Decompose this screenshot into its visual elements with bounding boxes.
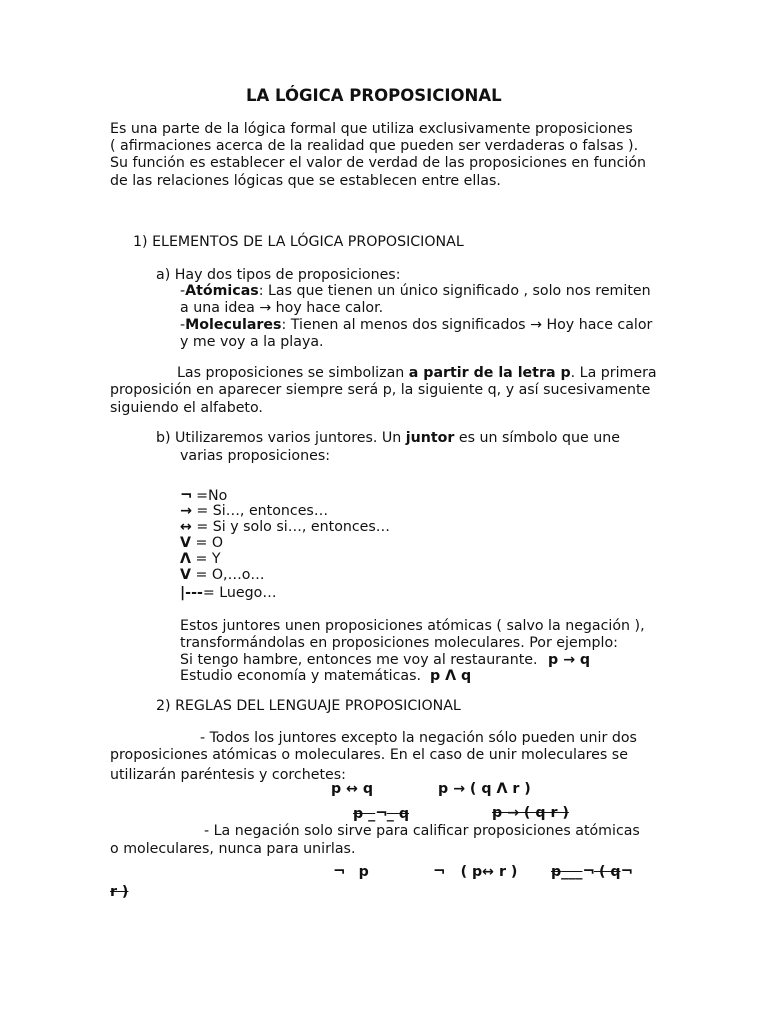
moleculares-definition: -Moleculares: Tienen al menos dos significados → Hoy hace calor [180, 317, 653, 333]
negation-example-2 [433, 863, 517, 881]
simbol-text: Las proposiciones se simbolizan [177, 365, 409, 381]
example-letter: p [353, 806, 364, 822]
juntor-or [180, 535, 223, 552]
disjunction-symbol: V [180, 535, 191, 551]
juntor-meaning: = Si…, entonces… [191, 503, 329, 519]
juntor-meaning: = Y [190, 551, 221, 567]
juntor-meaning: = Si y solo si…, entonces… [191, 519, 390, 535]
negation-symbol: ¬ [620, 862, 633, 880]
section-2-heading: 2) REGLAS DEL LENGUAJE PROPOSICIONAL [156, 698, 461, 714]
example-invalid-negation: p _¬_ q [353, 804, 409, 822]
conjunction-symbol: Λ [180, 551, 191, 567]
explain-line: Si tengo hambre, entonces me voy al restaurante. [180, 652, 538, 668]
juntor-meaning: = O,…o… [190, 567, 265, 583]
explain-line: Estudio economía y matemáticas. [180, 668, 422, 684]
item-b-line [156, 430, 620, 447]
formula-conjunction: p Λ q [430, 668, 472, 684]
item-b-text: b) Utilizaremos varios juntores. Un [156, 430, 406, 446]
juntor-iff [180, 519, 390, 536]
therefore-symbol: |--- [180, 585, 203, 601]
juntor-xor [180, 567, 265, 584]
negation-symbol: ¬ [375, 804, 387, 822]
juntor-implies [180, 503, 328, 520]
juntor-meaning: =No [191, 488, 228, 504]
simbol-bold: a partir de la letra p [408, 365, 571, 381]
juntor-meaning: = Luego… [202, 585, 277, 601]
rule-2-line: o moleculares, nunca para unirlas. [110, 841, 356, 857]
example-biconditional: p ↔ q [331, 781, 374, 797]
explain-line: Estos juntores unen proposiciones atómicas ( salvo la negación ), [180, 618, 645, 634]
formula-implication: p → q [548, 652, 591, 668]
juntor-therefore [180, 585, 277, 602]
intro-line: Su función es establecer el valor de verdad de las proposiciones en función [110, 155, 647, 171]
rule-1-line: proposiciones atómicas o moleculares. En el caso de unir moleculares se [110, 747, 628, 763]
negation-example-invalid-tail: r ) [110, 884, 129, 900]
example-letter: p [358, 864, 369, 880]
negation-symbol: ¬ [180, 486, 192, 504]
moleculares-line2: y me voy a la playa. [180, 334, 324, 350]
atomicas-definition: -Atómicas: Las que tienen un único significado , solo nos remiten [180, 283, 651, 299]
simbol-text: . La primera [570, 365, 657, 381]
page-title: LA LÓGICA PROPOSICIONAL [246, 86, 502, 105]
example-letter: p [551, 864, 562, 880]
juntor-meaning: = O [190, 535, 224, 551]
item-b-line2: varias proposiciones: [180, 448, 331, 464]
example-invalid-implication: p → ( q r ) [492, 805, 569, 821]
exclusive-disjunction-symbol: V [180, 567, 191, 583]
negation-example-invalid: p___¬ ( q¬ [551, 862, 633, 880]
item-b-text: es un símbolo que une [454, 430, 620, 446]
simbol-line: siguiendo el alfabeto. [110, 400, 263, 416]
simbol-line: proposición en aparecer siempre será p, la siguiente q, y así sucesivamente [110, 382, 651, 398]
juntor-term: juntor [405, 430, 455, 446]
implication-symbol: → [180, 503, 192, 519]
negation-symbol: ¬ [333, 862, 345, 880]
intro-line: ( afirmaciones acerca de la realidad que pueden ser verdaderas o falsas ). [110, 138, 639, 154]
moleculares-text: : Tienen al menos dos significados → Hoy hace calor [281, 317, 653, 333]
example-letter: q [398, 806, 409, 822]
intro-line: Es una parte de la lógica formal que utiliza exclusivamente proposiciones [110, 121, 633, 137]
rule-1-line: - Todos los juntores excepto la negación sólo pueden unir dos [200, 730, 637, 746]
atomicas-term: Atómicas [185, 283, 259, 299]
moleculares-term: Moleculares [185, 317, 282, 333]
juntor-and [180, 551, 221, 568]
example-implication-conjunction: p → ( q Λ r ) [438, 781, 531, 797]
explain-line: transformándolas en proposiciones moleculares. Por ejemplo: [180, 635, 618, 651]
atomicas-text: : Las que tienen un único significado , solo nos remiten [258, 283, 651, 299]
section-1-heading: 1) ELEMENTOS DE LA LÓGICA PROPOSICIONAL [133, 234, 464, 250]
atomicas-line2: a una idea → hoy hace calor. [180, 300, 384, 316]
rule-2-line: - La negación solo sirve para calificar proposiciones atómicas [204, 823, 640, 839]
biconditional-symbol: ↔ [180, 519, 192, 535]
negation-symbol: ¬ [433, 862, 445, 880]
item-a-line: a) Hay dos tipos de proposiciones: [156, 267, 401, 283]
intro-line: de las relaciones lógicas que se establecen entre ellas. [110, 173, 501, 189]
simbol-line [177, 365, 657, 382]
negation-symbol: ¬ [582, 862, 595, 880]
example-expression: ( p↔ r ) [460, 864, 518, 880]
example-expression: ( q [598, 864, 621, 880]
negation-example-1 [333, 863, 369, 881]
rule-1-line: utilizarán paréntesis y corchetes: [110, 767, 346, 783]
